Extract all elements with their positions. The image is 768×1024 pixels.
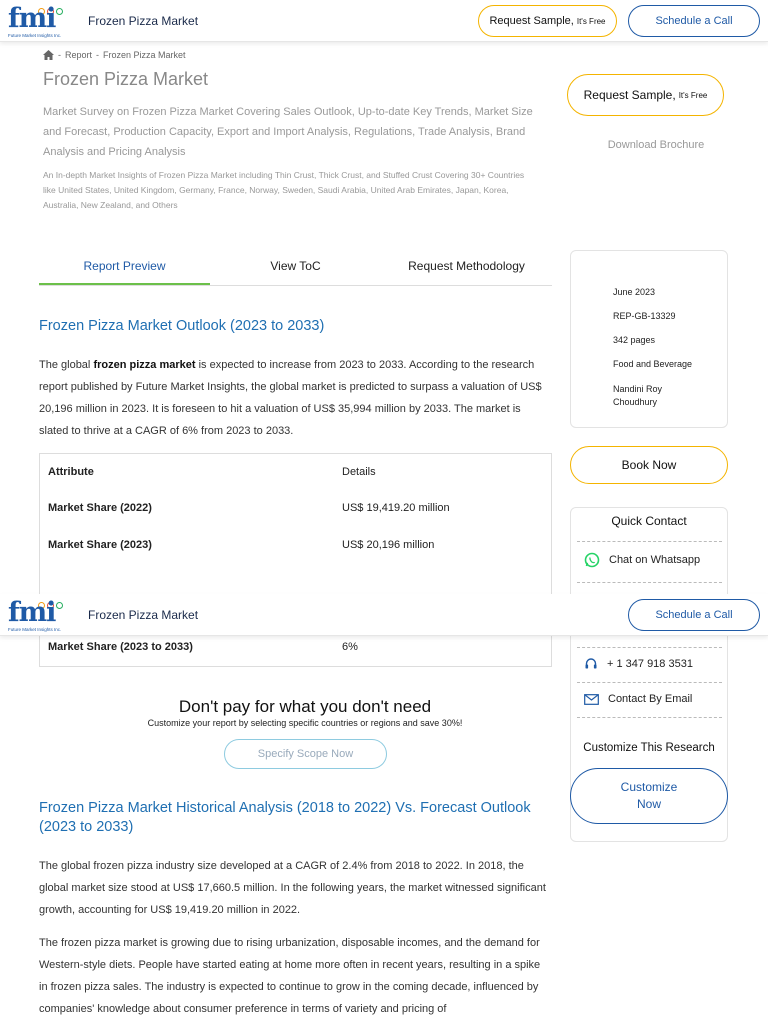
tab-view-toc[interactable]: View ToC — [270, 259, 321, 273]
promo-title: Don't pay for what you don't need — [178, 697, 432, 716]
fmi-logo[interactable] — [8, 597, 72, 633]
table-row — [40, 641, 551, 661]
breadcrumb — [43, 50, 186, 60]
breadcrumb-current: Frozen Pizza Market — [103, 50, 186, 60]
outlook-paragraph — [39, 354, 551, 442]
divider — [577, 582, 722, 583]
breadcrumb-separator: - — [96, 50, 100, 60]
report-author: Nandini Roy Choudhury — [613, 384, 663, 407]
report-tabs — [39, 254, 552, 286]
table-cell-attribute: Market Share (2023 to 2033) — [48, 641, 193, 653]
headset-icon — [584, 657, 598, 671]
logo-text: fmi — [8, 3, 56, 34]
divider — [577, 541, 722, 542]
nav-title: Frozen Pizza Market — [88, 608, 199, 622]
request-sample-label: Request Sample, — [489, 15, 574, 27]
outlook-text-bold: frozen pizza market — [93, 359, 196, 371]
table-header-row — [40, 466, 551, 486]
request-sample-button[interactable] — [478, 5, 617, 37]
schedule-call-button[interactable] — [628, 5, 760, 37]
customize-heading: Customize This Research — [583, 742, 715, 754]
phone-contact[interactable] — [584, 657, 722, 671]
divider — [577, 717, 722, 718]
promo-subtitle: Customize your report by selecting specific countries or regions and save 30%! — [147, 718, 463, 728]
table-cell-attribute: Market Share (2022) — [48, 502, 152, 514]
table-row — [40, 502, 551, 522]
report-date: June 2023 — [613, 287, 656, 297]
table-cell-attribute: Market Share (2023) — [48, 539, 152, 551]
nav-title: Frozen Pizza Market — [88, 14, 199, 28]
divider — [577, 647, 722, 648]
divider — [577, 682, 722, 683]
phone-number: + 1 347 918 3531 — [607, 658, 693, 670]
side-request-sample-button[interactable] — [567, 74, 724, 116]
table-row — [40, 539, 551, 559]
schedule-call-label: Schedule a Call — [655, 15, 733, 27]
whatsapp-label: Chat on Whatsapp — [609, 554, 701, 566]
table-cell-value: 6% — [342, 641, 358, 653]
page-description: Market Survey on Frozen Pizza Market Covering Sales Outlook, Up-to-date Key Trends, Market Size and Forecast, Production Capacity, Export and Import Analysis, Regulations, Trade Analysis, Brand Analysis and Pricing Analysis — [43, 106, 533, 158]
breadcrumb-separator: - — [58, 50, 61, 60]
logo-text: fmi — [8, 597, 56, 628]
request-sample-suffix: It's Free — [576, 16, 606, 26]
table-cell-value: US$ 19,419.20 million — [342, 502, 450, 514]
whatsapp-icon — [584, 552, 600, 568]
report-pages: 342 pages — [613, 335, 656, 345]
table-header-details: Details — [342, 466, 376, 478]
tab-report-preview[interactable]: Report Preview — [39, 254, 210, 285]
specify-scope-button[interactable]: Specify Scope Now — [224, 739, 387, 769]
breadcrumb-report[interactable]: Report — [65, 50, 93, 60]
fmi-logo[interactable] — [8, 3, 72, 39]
side-request-sample-suffix: It's Free — [678, 90, 708, 100]
table-header-attribute: Attribute — [48, 466, 94, 478]
sticky-navbar — [0, 594, 768, 636]
email-label: Contact By Email — [608, 693, 693, 705]
whatsapp-contact[interactable] — [584, 552, 722, 568]
historical-heading: Frozen Pizza Market Historical Analysis (2018 to 2022) Vs. Forecast Outlook (2023 to 2033) — [39, 800, 531, 835]
table-cell-value: US$ 20,196 million — [342, 539, 435, 551]
book-now-label: Book Now — [621, 458, 677, 472]
tab-request-methodology[interactable]: Request Methodology — [408, 259, 525, 273]
customize-now-button[interactable]: Customize Now — [570, 768, 728, 824]
outlook-text-start: The global — [39, 359, 94, 371]
report-category: Food and Beverage — [613, 359, 693, 369]
outlook-heading: Frozen Pizza Market Outlook (2023 to 2033) — [39, 318, 325, 334]
side-request-sample-label: Request Sample, — [583, 88, 676, 102]
historical-paragraph-1: The global frozen pizza industry size developed at a CAGR of 2.4% from 2018 to 2022. In 2018, the global market size stood at US$ 17,660.5 million. In the following years, the market witnessed significant growth, accounting for US$ 19,419.20 million in 2022. — [39, 860, 546, 916]
logo-tagline: Future Market Insights Inc. — [8, 627, 62, 632]
home-icon[interactable] — [43, 50, 54, 60]
schedule-call-label: Schedule a Call — [655, 609, 733, 621]
quick-contact-heading: Quick Contact — [611, 514, 687, 528]
logo-tagline: Future Market Insights Inc. — [8, 33, 62, 38]
historical-paragraph-2: The frozen pizza market is growing due to rising urbanization, disposable incomes, and the demand for Western-style diets. People have started eating at home more often in recent years, resulting in a spike in frozen pizza sales. The industry is expected to continue to grow in the coming decade, influenced by companies' knowledge about consumer preference in terms of variety and pricing of — [39, 937, 541, 1015]
envelope-icon — [584, 694, 599, 705]
page-subdescription: An In-depth Market Insights of Frozen Pizza Market including Thin Crust, Thick Crust, and Stuffed Crust Covering 30+ Countries like United States, United Kingdom, Germany, France, Norway, Sweden, Saudi Arabia, United Arab Emirates, Japan, Korea, Australia, New Zealand, and Others — [43, 170, 525, 210]
outlook-text-end: is expected to increase from 2023 to 2033. According to the research report published by Future Market Insights, the global market is predicted to surpass a valuation of US$ 20,196 million in 2023. It is foreseen to hit a valuation of US$ 35,994 million by 2033. The market is slated to thrive at a CAGR of 6% from 2023 to 2033. — [39, 359, 542, 437]
download-brochure-link[interactable]: Download Brochure — [607, 139, 705, 151]
schedule-call-button[interactable] — [628, 599, 760, 631]
page-title: Frozen Pizza Market — [43, 69, 209, 89]
report-id: REP-GB-13329 — [613, 311, 676, 321]
top-navbar — [0, 0, 768, 42]
email-contact[interactable] — [584, 693, 722, 705]
book-now-button[interactable] — [570, 446, 728, 484]
